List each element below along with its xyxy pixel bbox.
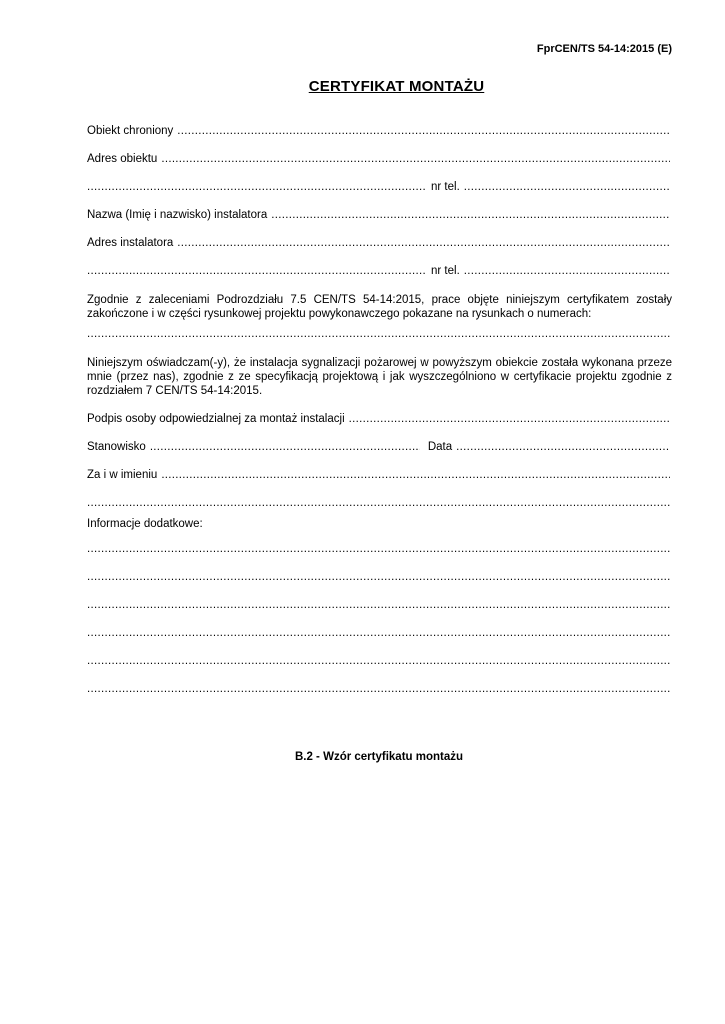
drawing-numbers-field[interactable] (87, 328, 670, 340)
dotted-line (87, 683, 670, 695)
additional-info-line-4[interactable] (87, 627, 670, 639)
phone-dotted-line-2 (464, 265, 670, 277)
additional-info-line-5[interactable] (87, 655, 670, 667)
object-address-phone-field[interactable] (87, 181, 670, 193)
phone-label-1: nr tel. (431, 181, 460, 193)
installer-address-dotted-line (177, 237, 670, 249)
additional-info-label: Informacje dodatkowe: (87, 518, 203, 530)
date-dotted-line (456, 441, 670, 453)
drawing-numbers-dotted-line (87, 328, 670, 340)
phone-dotted-line-1 (464, 181, 670, 193)
additional-info-heading (87, 518, 670, 530)
object-address-label: Adres obiektu (87, 153, 158, 165)
object-address-continuation-line (87, 181, 427, 193)
position-label: Stanowisko (87, 441, 146, 453)
installer-name-field[interactable] (87, 209, 670, 221)
signature-field[interactable] (87, 413, 670, 425)
declaration-paragraph: Niniejszym oświadczam(-y), że instalacja sygnalizacji pożarowej w powyższym obiekcie została wykonana przeze mnie (przez nas), zgodnie z ze specyfikacją projektową i jak wyszczególniono w certyfikacie projektu zgodnie z rozdziałem 7 CEN/TS 54-14:2015. (87, 357, 672, 397)
dotted-line (87, 571, 670, 583)
additional-info-line-2[interactable] (87, 571, 670, 583)
date-label: Data (427, 441, 453, 453)
on-behalf-field[interactable] (87, 469, 670, 481)
installer-address-continuation-line (87, 265, 427, 277)
installer-address-field[interactable] (87, 237, 670, 249)
on-behalf-continuation-field[interactable] (87, 497, 670, 509)
dotted-line (87, 543, 670, 555)
position-dotted-line (150, 441, 420, 453)
installer-address-label: Adres instalatora (87, 237, 174, 249)
dotted-line (87, 627, 670, 639)
additional-info-line-3[interactable] (87, 599, 670, 611)
phone-label-2: nr tel. (431, 265, 460, 277)
installer-name-dotted-line (271, 209, 670, 221)
document-id: FprCEN/TS 54-14:2015 (E) (536, 43, 672, 55)
page-title: CERTYFIKAT MONTAŻU (308, 78, 485, 95)
protected-object-field[interactable] (87, 125, 670, 137)
protected-object-dotted-line (177, 125, 670, 137)
object-address-dotted-line (161, 153, 670, 165)
figure-caption: B.2 - Wzór certyfikatu montażu (294, 751, 464, 763)
dotted-line (87, 599, 670, 611)
additional-info-line-1[interactable] (87, 543, 670, 555)
installer-address-phone-field[interactable] (87, 265, 670, 277)
protected-object-label: Obiekt chroniony (87, 125, 174, 137)
recommendation-paragraph: Zgodnie z zaleceniami Podrozdziału 7.5 CEN/TS 54-14:2015, prace objęte niniejszym certyfikatem zostały zakończone i w części rysunkowej projektu powykonawczego pokazane na rysunkach o numerach: (87, 294, 672, 320)
additional-info-line-6[interactable] (87, 683, 670, 695)
signature-label: Podpis osoby odpowiedzialnej za montaż instalacji (87, 413, 345, 425)
object-address-field[interactable] (87, 153, 670, 165)
dotted-line (87, 655, 670, 667)
position-date-field[interactable] (87, 441, 670, 453)
signature-dotted-line (349, 413, 670, 425)
on-behalf-dotted-line (161, 469, 670, 481)
installer-name-label: Nazwa (Imię i nazwisko) instalatora (87, 209, 268, 221)
on-behalf-continuation-line (87, 497, 670, 509)
on-behalf-label: Za i w imieniu (87, 469, 158, 481)
